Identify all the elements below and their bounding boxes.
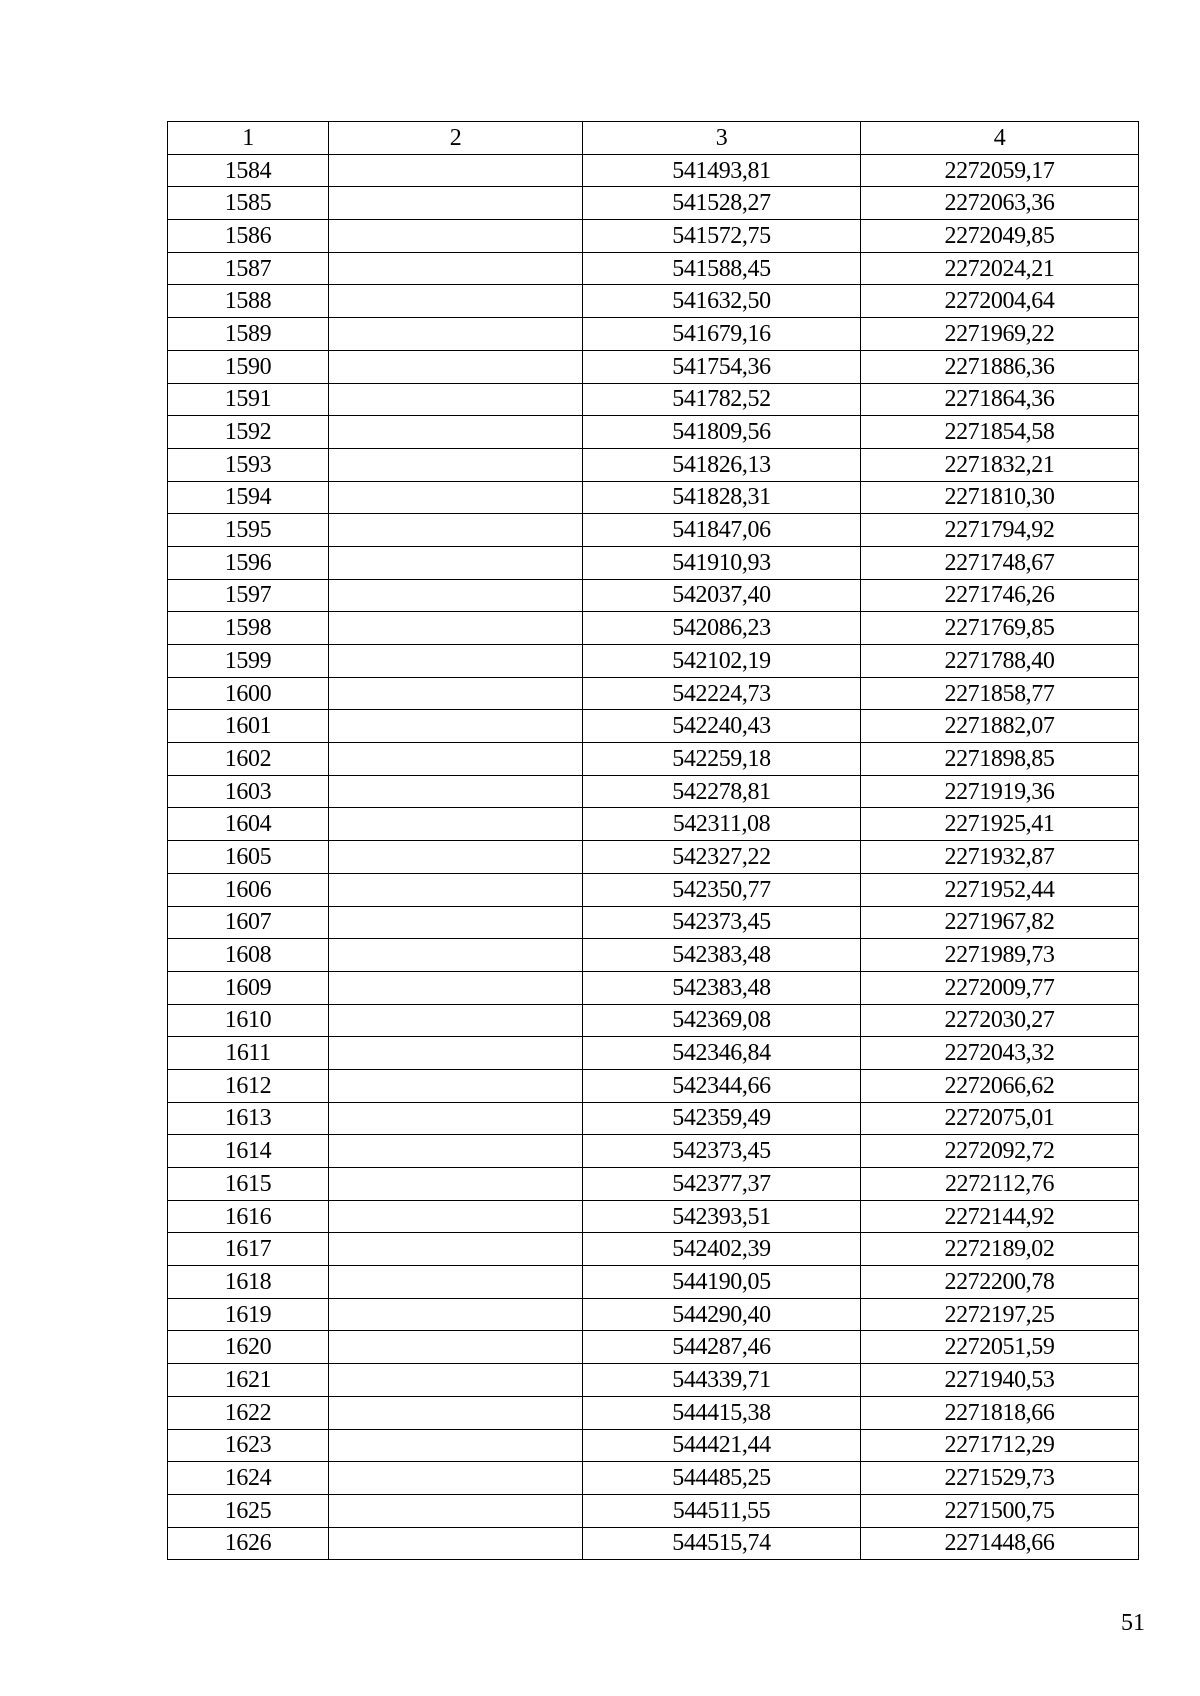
y-coordinate-cell: 2272043,32 xyxy=(861,1037,1139,1070)
y-coordinate-cell: 2272004,64 xyxy=(861,285,1139,318)
description-cell xyxy=(329,1004,583,1037)
x-coordinate-cell: 544515,74 xyxy=(583,1527,861,1560)
description-cell xyxy=(329,220,583,253)
point-number-cell: 1609 xyxy=(168,971,329,1004)
description-cell xyxy=(329,481,583,514)
x-coordinate-cell: 542240,43 xyxy=(583,710,861,743)
x-coordinate-cell: 541572,75 xyxy=(583,220,861,253)
description-cell xyxy=(329,1102,583,1135)
table-row xyxy=(168,906,1139,939)
y-coordinate-cell: 2271898,85 xyxy=(861,743,1139,776)
y-coordinate-cell: 2271886,36 xyxy=(861,350,1139,383)
table-row xyxy=(168,1298,1139,1331)
table-body xyxy=(168,154,1139,1560)
point-number-cell: 1620 xyxy=(168,1331,329,1364)
description-cell xyxy=(329,710,583,743)
y-coordinate-cell: 2272059,17 xyxy=(861,154,1139,187)
x-coordinate-cell: 544421,44 xyxy=(583,1429,861,1462)
y-coordinate-cell: 2271925,41 xyxy=(861,808,1139,841)
description-cell xyxy=(329,1037,583,1070)
point-number-cell: 1613 xyxy=(168,1102,329,1135)
x-coordinate-cell: 541828,31 xyxy=(583,481,861,514)
table-row xyxy=(168,612,1139,645)
description-cell xyxy=(329,1266,583,1299)
y-coordinate-cell: 2272009,77 xyxy=(861,971,1139,1004)
table-row xyxy=(168,1200,1139,1233)
y-coordinate-cell: 2271940,53 xyxy=(861,1364,1139,1397)
description-cell xyxy=(329,1168,583,1201)
description-cell xyxy=(329,645,583,678)
description-cell xyxy=(329,1364,583,1397)
x-coordinate-cell: 542373,45 xyxy=(583,1135,861,1168)
description-cell xyxy=(329,416,583,449)
y-coordinate-cell: 2271748,67 xyxy=(861,546,1139,579)
description-cell xyxy=(329,1200,583,1233)
y-coordinate-cell: 2271864,36 xyxy=(861,383,1139,416)
point-number-cell: 1607 xyxy=(168,906,329,939)
y-coordinate-cell: 2271854,58 xyxy=(861,416,1139,449)
point-number-cell: 1615 xyxy=(168,1168,329,1201)
y-coordinate-cell: 2272112,76 xyxy=(861,1168,1139,1201)
coordinates-table xyxy=(167,121,1139,1560)
table-row xyxy=(168,677,1139,710)
point-number-cell: 1619 xyxy=(168,1298,329,1331)
column-header-2: 2 xyxy=(329,122,583,155)
x-coordinate-cell: 542344,66 xyxy=(583,1069,861,1102)
point-number-cell: 1616 xyxy=(168,1200,329,1233)
x-coordinate-cell: 542278,81 xyxy=(583,775,861,808)
point-number-cell: 1614 xyxy=(168,1135,329,1168)
point-number-cell: 1608 xyxy=(168,939,329,972)
description-cell xyxy=(329,1135,583,1168)
description-cell xyxy=(329,808,583,841)
table-row xyxy=(168,1527,1139,1560)
point-number-cell: 1585 xyxy=(168,187,329,220)
table-row xyxy=(168,416,1139,449)
table-row xyxy=(168,1037,1139,1070)
y-coordinate-cell: 2272075,01 xyxy=(861,1102,1139,1135)
point-number-cell: 1598 xyxy=(168,612,329,645)
table-row xyxy=(168,1102,1139,1135)
point-number-cell: 1599 xyxy=(168,645,329,678)
x-coordinate-cell: 542369,08 xyxy=(583,1004,861,1037)
point-number-cell: 1605 xyxy=(168,841,329,874)
description-cell xyxy=(329,841,583,874)
description-cell xyxy=(329,1331,583,1364)
point-number-cell: 1586 xyxy=(168,220,329,253)
point-number-cell: 1612 xyxy=(168,1069,329,1102)
description-cell xyxy=(329,448,583,481)
point-number-cell: 1593 xyxy=(168,448,329,481)
point-number-cell: 1589 xyxy=(168,318,329,351)
x-coordinate-cell: 542377,37 xyxy=(583,1168,861,1201)
x-coordinate-cell: 541679,16 xyxy=(583,318,861,351)
y-coordinate-cell: 2272063,36 xyxy=(861,187,1139,220)
table-row xyxy=(168,808,1139,841)
table-row xyxy=(168,873,1139,906)
y-coordinate-cell: 2271529,73 xyxy=(861,1462,1139,1495)
y-coordinate-cell: 2271919,36 xyxy=(861,775,1139,808)
point-number-cell: 1596 xyxy=(168,546,329,579)
x-coordinate-cell: 541528,27 xyxy=(583,187,861,220)
table-header-row xyxy=(168,122,1139,155)
point-number-cell: 1592 xyxy=(168,416,329,449)
x-coordinate-cell: 544290,40 xyxy=(583,1298,861,1331)
y-coordinate-cell: 2271794,92 xyxy=(861,514,1139,547)
x-coordinate-cell: 541809,56 xyxy=(583,416,861,449)
point-number-cell: 1600 xyxy=(168,677,329,710)
description-cell xyxy=(329,612,583,645)
description-cell xyxy=(329,1298,583,1331)
page-number: 51 xyxy=(1121,1610,1145,1636)
table-row xyxy=(168,1364,1139,1397)
x-coordinate-cell: 542037,40 xyxy=(583,579,861,612)
y-coordinate-cell: 2271989,73 xyxy=(861,939,1139,972)
point-number-cell: 1624 xyxy=(168,1462,329,1495)
table-row xyxy=(168,154,1139,187)
column-header-1: 1 xyxy=(168,122,329,155)
x-coordinate-cell: 541847,06 xyxy=(583,514,861,547)
point-number-cell: 1590 xyxy=(168,350,329,383)
point-number-cell: 1587 xyxy=(168,252,329,285)
y-coordinate-cell: 2272051,59 xyxy=(861,1331,1139,1364)
description-cell xyxy=(329,1233,583,1266)
point-number-cell: 1617 xyxy=(168,1233,329,1266)
table-row xyxy=(168,1494,1139,1527)
y-coordinate-cell: 2271500,75 xyxy=(861,1494,1139,1527)
x-coordinate-cell: 544339,71 xyxy=(583,1364,861,1397)
description-cell xyxy=(329,546,583,579)
y-coordinate-cell: 2271769,85 xyxy=(861,612,1139,645)
description-cell xyxy=(329,873,583,906)
x-coordinate-cell: 541493,81 xyxy=(583,154,861,187)
x-coordinate-cell: 542102,19 xyxy=(583,645,861,678)
point-number-cell: 1595 xyxy=(168,514,329,547)
description-cell xyxy=(329,383,583,416)
table-row xyxy=(168,971,1139,1004)
table-row xyxy=(168,743,1139,776)
description-cell xyxy=(329,1527,583,1560)
point-number-cell: 1594 xyxy=(168,481,329,514)
y-coordinate-cell: 2271967,82 xyxy=(861,906,1139,939)
description-cell xyxy=(329,579,583,612)
x-coordinate-cell: 542346,84 xyxy=(583,1037,861,1070)
description-cell xyxy=(329,1494,583,1527)
y-coordinate-cell: 2272189,02 xyxy=(861,1233,1139,1266)
x-coordinate-cell: 542359,49 xyxy=(583,1102,861,1135)
point-number-cell: 1601 xyxy=(168,710,329,743)
description-cell xyxy=(329,350,583,383)
y-coordinate-cell: 2271969,22 xyxy=(861,318,1139,351)
table-row xyxy=(168,481,1139,514)
table-row xyxy=(168,187,1139,220)
description-cell xyxy=(329,1462,583,1495)
point-number-cell: 1622 xyxy=(168,1396,329,1429)
point-number-cell: 1625 xyxy=(168,1494,329,1527)
point-number-cell: 1602 xyxy=(168,743,329,776)
x-coordinate-cell: 542383,48 xyxy=(583,939,861,972)
table-row xyxy=(168,1429,1139,1462)
x-coordinate-cell: 542383,48 xyxy=(583,971,861,1004)
table-row xyxy=(168,1396,1139,1429)
table-row xyxy=(168,285,1139,318)
column-header-4: 4 xyxy=(861,122,1139,155)
table-row xyxy=(168,220,1139,253)
table-row xyxy=(168,1135,1139,1168)
point-number-cell: 1604 xyxy=(168,808,329,841)
y-coordinate-cell: 2271746,26 xyxy=(861,579,1139,612)
x-coordinate-cell: 544190,05 xyxy=(583,1266,861,1299)
x-coordinate-cell: 541910,93 xyxy=(583,546,861,579)
point-number-cell: 1610 xyxy=(168,1004,329,1037)
description-cell xyxy=(329,906,583,939)
description-cell xyxy=(329,252,583,285)
description-cell xyxy=(329,775,583,808)
description-cell xyxy=(329,743,583,776)
y-coordinate-cell: 2271952,44 xyxy=(861,873,1139,906)
x-coordinate-cell: 544511,55 xyxy=(583,1494,861,1527)
y-coordinate-cell: 2271712,29 xyxy=(861,1429,1139,1462)
table-row xyxy=(168,775,1139,808)
point-number-cell: 1623 xyxy=(168,1429,329,1462)
y-coordinate-cell: 2272144,92 xyxy=(861,1200,1139,1233)
table-row xyxy=(168,841,1139,874)
description-cell xyxy=(329,677,583,710)
table-row xyxy=(168,1168,1139,1201)
x-coordinate-cell: 542224,73 xyxy=(583,677,861,710)
point-number-cell: 1611 xyxy=(168,1037,329,1070)
point-number-cell: 1603 xyxy=(168,775,329,808)
y-coordinate-cell: 2272197,25 xyxy=(861,1298,1139,1331)
description-cell xyxy=(329,1069,583,1102)
table-row xyxy=(168,514,1139,547)
description-cell xyxy=(329,154,583,187)
x-coordinate-cell: 542350,77 xyxy=(583,873,861,906)
y-coordinate-cell: 2272030,27 xyxy=(861,1004,1139,1037)
description-cell xyxy=(329,971,583,1004)
table-row xyxy=(168,383,1139,416)
x-coordinate-cell: 542373,45 xyxy=(583,906,861,939)
y-coordinate-cell: 2272092,72 xyxy=(861,1135,1139,1168)
table-row xyxy=(168,1331,1139,1364)
table-row xyxy=(168,1462,1139,1495)
y-coordinate-cell: 2272024,21 xyxy=(861,252,1139,285)
table-row xyxy=(168,1233,1139,1266)
description-cell xyxy=(329,187,583,220)
x-coordinate-cell: 542259,18 xyxy=(583,743,861,776)
point-number-cell: 1584 xyxy=(168,154,329,187)
table-row xyxy=(168,1069,1139,1102)
y-coordinate-cell: 2271832,21 xyxy=(861,448,1139,481)
y-coordinate-cell: 2272200,78 xyxy=(861,1266,1139,1299)
x-coordinate-cell: 544485,25 xyxy=(583,1462,861,1495)
table-row xyxy=(168,579,1139,612)
description-cell xyxy=(329,939,583,972)
description-cell xyxy=(329,1396,583,1429)
x-coordinate-cell: 541632,50 xyxy=(583,285,861,318)
y-coordinate-cell: 2271448,66 xyxy=(861,1527,1139,1560)
point-number-cell: 1597 xyxy=(168,579,329,612)
x-coordinate-cell: 542393,51 xyxy=(583,1200,861,1233)
description-cell xyxy=(329,1429,583,1462)
y-coordinate-cell: 2272049,85 xyxy=(861,220,1139,253)
column-header-3: 3 xyxy=(583,122,861,155)
y-coordinate-cell: 2271932,87 xyxy=(861,841,1139,874)
description-cell xyxy=(329,285,583,318)
x-coordinate-cell: 541826,13 xyxy=(583,448,861,481)
y-coordinate-cell: 2272066,62 xyxy=(861,1069,1139,1102)
point-number-cell: 1591 xyxy=(168,383,329,416)
table-row xyxy=(168,645,1139,678)
y-coordinate-cell: 2271810,30 xyxy=(861,481,1139,514)
point-number-cell: 1626 xyxy=(168,1527,329,1560)
x-coordinate-cell: 542086,23 xyxy=(583,612,861,645)
table-row xyxy=(168,546,1139,579)
point-number-cell: 1588 xyxy=(168,285,329,318)
table-row xyxy=(168,1004,1139,1037)
y-coordinate-cell: 2271882,07 xyxy=(861,710,1139,743)
x-coordinate-cell: 544415,38 xyxy=(583,1396,861,1429)
table-row xyxy=(168,1266,1139,1299)
x-coordinate-cell: 542311,08 xyxy=(583,808,861,841)
x-coordinate-cell: 542327,22 xyxy=(583,841,861,874)
x-coordinate-cell: 541588,45 xyxy=(583,252,861,285)
point-number-cell: 1606 xyxy=(168,873,329,906)
x-coordinate-cell: 544287,46 xyxy=(583,1331,861,1364)
table-row xyxy=(168,318,1139,351)
point-number-cell: 1618 xyxy=(168,1266,329,1299)
table-row xyxy=(168,350,1139,383)
x-coordinate-cell: 541754,36 xyxy=(583,350,861,383)
table-row xyxy=(168,448,1139,481)
description-cell xyxy=(329,318,583,351)
table-row xyxy=(168,252,1139,285)
point-number-cell: 1621 xyxy=(168,1364,329,1397)
description-cell xyxy=(329,514,583,547)
x-coordinate-cell: 541782,52 xyxy=(583,383,861,416)
y-coordinate-cell: 2271858,77 xyxy=(861,677,1139,710)
y-coordinate-cell: 2271818,66 xyxy=(861,1396,1139,1429)
y-coordinate-cell: 2271788,40 xyxy=(861,645,1139,678)
x-coordinate-cell: 542402,39 xyxy=(583,1233,861,1266)
table-row xyxy=(168,939,1139,972)
table-row xyxy=(168,710,1139,743)
